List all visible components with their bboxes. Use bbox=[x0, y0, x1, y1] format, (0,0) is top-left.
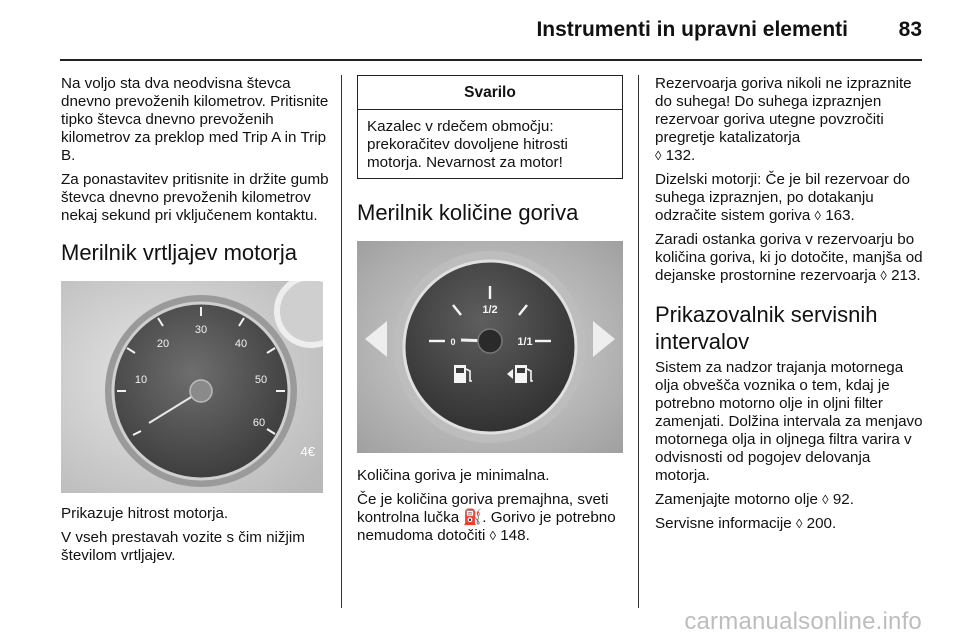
gauge-label: 20 bbox=[156, 338, 170, 350]
reference-arrow-icon: ◊ bbox=[814, 208, 821, 223]
fuel-gauge-illustration bbox=[357, 241, 623, 453]
gauge-label: 10 bbox=[134, 374, 148, 386]
heading-service-display: Prikazovalnik servisnih intervalov bbox=[655, 302, 878, 354]
reference-arrow-icon: ◊ bbox=[822, 492, 829, 507]
fuel-label-full: 1/1 bbox=[517, 336, 533, 348]
paragraph-change-oil: Zamenjajte motorno olje ◊ 92. bbox=[655, 491, 854, 508]
column-1 bbox=[61, 75, 329, 571]
warning-title: Svarilo bbox=[358, 76, 622, 110]
paragraph-tank-empty: Rezervoarja goriva nikoli ne izpraznite do suhega! Do suhega izpraznjen rezervoar goriva utegne povzročiti pregretje katalizatorja ◊ 132. bbox=[655, 75, 912, 164]
reference-arrow-icon: ◊ bbox=[489, 528, 496, 543]
paragraph-trip-counters: Na voljo sta dva neodvisna števca dnevno prevoženih kilometrov. Pritisnite tipko števca dnevno prevoženih kilometrov za preklop med Trip A in Trip B. bbox=[61, 75, 329, 164]
fuel-label-half: 1/2 bbox=[482, 304, 498, 316]
column-2 bbox=[357, 75, 623, 551]
page-reference: 163. bbox=[825, 207, 855, 224]
page-header bbox=[0, 0, 960, 62]
column-divider bbox=[638, 75, 639, 608]
paragraph-trip-reset: Za ponastavitev pritisnite in držite gumb števca dnevno prevoženih kilometrov nekaj sekund pri vključenem kontaktu. bbox=[61, 171, 329, 224]
paragraph-diesel: Dizelski motorji: Če je bil rezervoar do suhega izpraznjen, po dotakanju odzračite sistem goriva ◊ 163. bbox=[655, 171, 910, 224]
watermark: carmanualsonline.info bbox=[684, 608, 922, 635]
paragraph-engine-speed: Prikazuje hitrost motorja. bbox=[61, 505, 229, 522]
fuel-label-empty: 0 bbox=[450, 337, 456, 347]
column-3 bbox=[655, 75, 923, 539]
page-reference: 92. bbox=[832, 491, 854, 508]
paragraph-fuel-minimal: Količina goriva je minimalna. bbox=[357, 467, 550, 484]
page-reference: 200. bbox=[806, 515, 837, 532]
reference-arrow-icon: ◊ bbox=[880, 268, 887, 283]
page-reference: 132. bbox=[665, 147, 696, 164]
gauge-label: 40 bbox=[234, 338, 248, 350]
column-divider bbox=[341, 75, 342, 608]
reference-arrow-icon: ◊ bbox=[655, 148, 662, 163]
paragraph-fuel-warning: Če je količina goriva premajhna, sveti kontrolna lučka ⛽. Gorivo je potrebno nemudoma dotočiti ◊ 148. bbox=[357, 491, 616, 544]
paragraph-gear-advice: V vseh prestavah vozite s čim nižjim številom vrtljajev. bbox=[61, 529, 305, 564]
gauge-label: 30 bbox=[194, 324, 208, 336]
header-rule bbox=[60, 59, 922, 61]
reference-arrow-icon: ◊ bbox=[795, 516, 803, 531]
gauge-label: 50 bbox=[254, 374, 268, 386]
heading-tachometer: Merilnik vrtljajev motorja bbox=[61, 240, 297, 265]
header-title: Instrumenti in upravni elementi bbox=[536, 18, 848, 41]
page-number: 83 bbox=[898, 18, 922, 41]
warning-box bbox=[357, 75, 623, 179]
tachometer-illustration bbox=[61, 281, 323, 493]
heading-fuel-gauge: Merilnik količine goriva bbox=[357, 200, 579, 225]
warning-text: Kazalec v rdečem območju: prekoračitev dovoljene hitrosti motorja. Nevarnost za motor! bbox=[367, 118, 568, 171]
paragraph-service-info: Servisne informacije ◊ 200. bbox=[655, 515, 837, 532]
page-reference: 148. bbox=[500, 527, 530, 544]
paragraph-oil-life: Sistem za nadzor trajanja motornega olja obvešča voznika o tem, kdaj je potrebno motorno olje in oljni filter zamenjati. Dolžina intervala za menjavo motornega olja in oljnega filtra varira v odvisnosti od pogojev delovanja motorja. bbox=[655, 359, 923, 484]
gauge-label: 60 bbox=[252, 417, 266, 429]
side-gauge-label: 4€ bbox=[300, 444, 315, 459]
paragraph-fuel-residue: Zaradi ostanka goriva v rezervoarju bo količina goriva, ki jo dotočite, manjša od dejanske prostornine rezervoarja ◊ 213. bbox=[655, 231, 923, 284]
page-reference: 213. bbox=[891, 267, 921, 284]
